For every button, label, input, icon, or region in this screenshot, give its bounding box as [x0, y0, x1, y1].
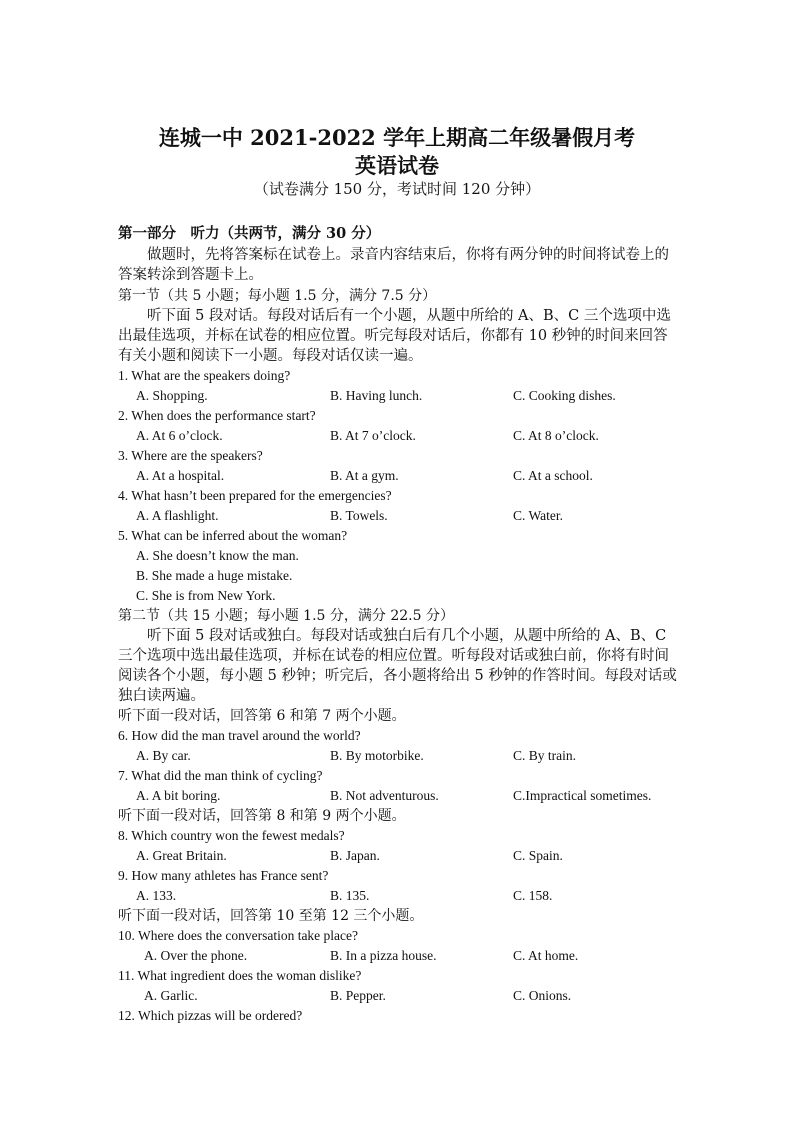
- question-8-option-a: A. Great Britain.: [136, 848, 227, 863]
- question-3-stem: 3. Where are the speakers?: [118, 448, 263, 463]
- section1-intro: [118, 306, 678, 366]
- question-2-stem: 2. When does the performance start?: [118, 408, 316, 423]
- exam-subtitle: 英语试卷: [355, 153, 439, 178]
- question-8-stem: 8. Which country won the fewest medals?: [118, 828, 345, 843]
- question-6-option-b: B. By motorbike.: [330, 748, 424, 763]
- question-2-option-a: A. At 6 o’clock.: [136, 428, 223, 443]
- question-3-option-c: C. At a school.: [513, 468, 593, 483]
- question-1-stem: 1. What are the speakers doing?: [118, 368, 291, 383]
- question-4-option-b: B. Towels.: [330, 508, 388, 523]
- question-10-option-a: A. Over the phone.: [144, 948, 248, 963]
- question-4-option-a: A. A flashlight.: [136, 508, 219, 523]
- dialog-10-12-instruction: 听下面一段对话，回答第 10 至第 12 三个小题。: [118, 908, 424, 924]
- question-7-option-b: B. Not adventurous.: [330, 788, 439, 803]
- section2-intro-text: 听下面 5 段对话或独白。每段对话或独白后有几个小题，从题中所给的 A、B、C 三个选项中选出最佳选项，并标在试卷的相应位置。听每段对话或独白前，你将有时间阅读各个小题，每小题 5 秒钟；听完后，各小题将给出 5 秒钟的作答时间。每段对话或独白读两遍。: [118, 628, 677, 704]
- question-3-option-b: B. At a gym.: [330, 468, 399, 483]
- question-3-option-a: A. At a hospital.: [136, 468, 225, 483]
- question-7-option-c: C.Impractical sometimes.: [513, 788, 652, 803]
- part1-intro: [118, 245, 678, 285]
- question-9-option-b: B. 135.: [330, 888, 370, 903]
- section1-heading: 第一节（共 5 小题；每小题 1.5 分，满分 7.5 分）: [118, 288, 437, 304]
- question-7-option-a: A. A bit boring.: [136, 788, 221, 803]
- question-6-option-c: C. By train.: [513, 748, 576, 763]
- question-6-option-a: A. By car.: [136, 748, 191, 763]
- question-1-option-a: A. Shopping.: [136, 388, 208, 403]
- dialog-6-7-instruction: 听下面一段对话，回答第 6 和第 7 两个小题。: [118, 708, 406, 724]
- section1-intro-text: 听下面 5 段对话。每段对话后有一个小题，从题中所给的 A、B、C 三个选项中选出最佳选项，并标在试卷的相应位置。听完每段对话后，你都有 10 秒钟的时间来回答有关小题和阅读下一小题。每段对话仅读一遍。: [118, 308, 671, 364]
- exam-note: （试卷满分 150 分，考试时间 120 分钟）: [253, 180, 541, 198]
- question-10-option-b: B. In a pizza house.: [330, 948, 437, 963]
- question-10-option-c: C. At home.: [513, 948, 579, 963]
- question-1-option-b: B. Having lunch.: [330, 388, 423, 403]
- dialog-8-9-instruction: 听下面一段对话，回答第 8 和第 9 两个小题。: [118, 808, 406, 824]
- question-8-option-c: C. Spain.: [513, 848, 563, 863]
- question-5-option-a: A. She doesn’t know the man.: [136, 548, 299, 563]
- section2-intro: [118, 626, 678, 706]
- question-4-option-c: C. Water.: [513, 508, 564, 523]
- question-11-option-c: C. Onions.: [513, 988, 572, 1003]
- question-4-stem: 4. What hasn’t been prepared for the emergencies?: [118, 488, 392, 503]
- question-9-option-a: A. 133.: [136, 888, 177, 903]
- question-5-stem: 5. What can be inferred about the woman?: [118, 528, 348, 543]
- question-11-option-b: B. Pepper.: [330, 988, 386, 1003]
- question-5-option-c: C. She is from New York.: [136, 588, 276, 603]
- question-11-option-a: A. Garlic.: [144, 988, 198, 1003]
- part1-intro-text: 做题时，先将答案标在试卷上。录音内容结束后，你将有两分钟的时间将试卷上的答案转涂到答题卡上。: [118, 247, 669, 283]
- exam-title: 连城一中 2021-2022 学年上期高二年级暑假月考: [158, 125, 636, 150]
- question-12-stem: 12. Which pizzas will be ordered?: [118, 1008, 303, 1023]
- question-5-option-b: B. She made a huge mistake.: [136, 568, 293, 583]
- question-11-stem: 11. What ingredient does the woman dislike?: [118, 968, 362, 983]
- question-10-stem: 10. Where does the conversation take place?: [118, 928, 359, 943]
- question-7-stem: 7. What did the man think of cycling?: [118, 768, 323, 783]
- question-9-option-c: C. 158.: [513, 888, 553, 903]
- question-6-stem: 6. How did the man travel around the world?: [118, 728, 361, 743]
- question-1-option-c: C. Cooking dishes.: [513, 388, 616, 403]
- section2-heading: 第二节（共 15 小题；每小题 1.5 分，满分 22.5 分）: [118, 608, 454, 624]
- part1-heading: 第一部分 听力（共两节，满分 30 分）: [118, 225, 381, 242]
- question-2-option-b: B. At 7 o’clock.: [330, 428, 416, 443]
- question-2-option-c: C. At 8 o’clock.: [513, 428, 599, 443]
- question-8-option-b: B. Japan.: [330, 848, 380, 863]
- question-9-stem: 9. How many athletes has France sent?: [118, 868, 329, 883]
